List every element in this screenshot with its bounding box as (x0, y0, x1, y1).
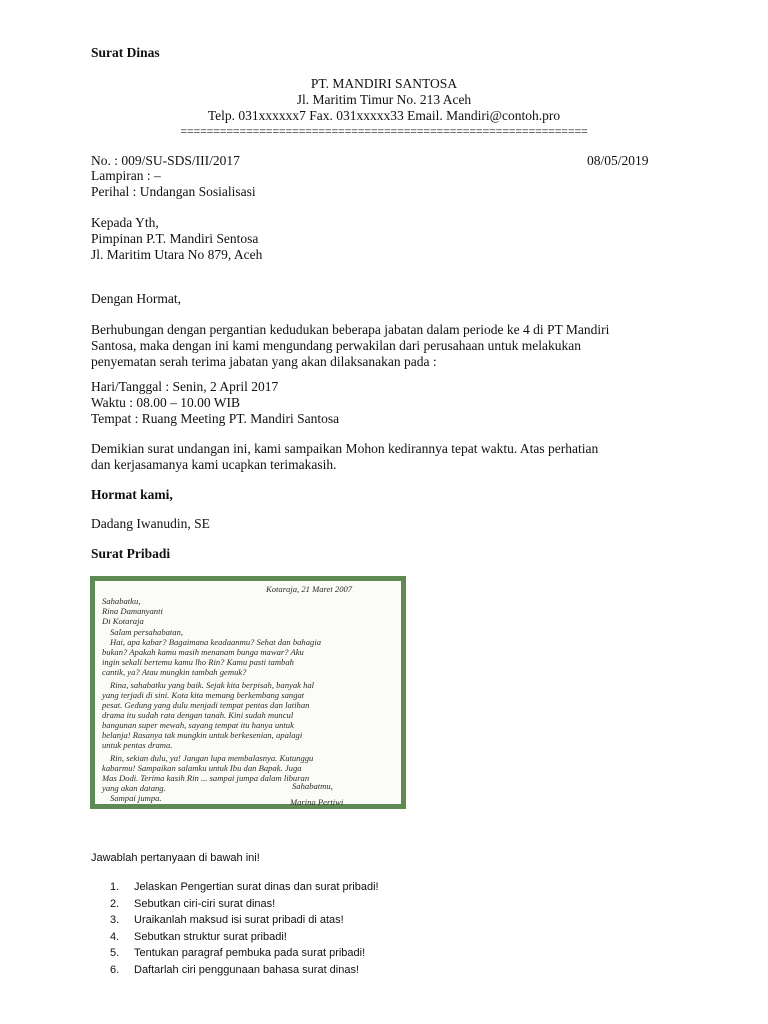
letter-line: yang akan datang. (102, 783, 166, 793)
question-item: 4. Sebutkan struktur surat pribadi! (110, 930, 287, 943)
letter-line: Mas Dodi. Terima kasih Rin ... sampai jumpa dalam liburan (102, 773, 310, 783)
letter-line: pesat. Gedung yang dulu menjadi tempat pentas dan latihan (102, 700, 310, 710)
letter-line: bangunan super mewah, sayang tempat itu hanya untuk (102, 720, 294, 730)
regards: Hormat kami, (91, 487, 173, 502)
letter-line: Rin, sekian dulu, ya! Jangan lupa membalasnya. Kutunggu (110, 753, 314, 763)
letter-line: drama itu sudah rata dengan tanah. Kini sudah muncul (102, 710, 294, 720)
recipient-block (91, 215, 661, 263)
letter-line: ingin sekali bertemu kamu lho Rin? Kamu pasti tambah (102, 657, 294, 667)
letter-subject: Perihal : Undangan Sosialisasi (91, 184, 256, 199)
questions-intro: Jawablah pertanyaan di bawah ini! (91, 852, 260, 864)
recipient-line: Kepada Yth, (91, 215, 159, 230)
letter-place-date: Kotaraja, 21 Maret 2007 (266, 584, 353, 594)
letter-line: Rina, sahabatku yang baik. Sejak kita berpisah, banyak hal (110, 680, 315, 690)
signer-name: Dadang Iwanudin, SE (91, 516, 210, 531)
letter-attachment: Lampiran : – (91, 168, 161, 183)
letter-line: kabarmu! Sampaikan salamku untuk Ibu dan Bapak. Juga (102, 763, 302, 773)
letter-line: untuk pentas drama. (102, 740, 173, 750)
company-address: Jl. Maritim Timur No. 213 Aceh (296, 92, 472, 107)
letter-closing: Sahabatmu, (292, 781, 333, 791)
event-line: Waktu : 08.00 – 10.00 WIB (91, 395, 241, 410)
letter-to-line: Sahabatku, (102, 596, 141, 606)
letter-date: 08/05/2019 (587, 153, 649, 168)
paragraph-line: Berhubungan dengan pergantian kedudukan beberapa jabatan dalam periode ke 4 di PT Mandiri (91, 322, 610, 337)
section-title-surat-pribadi: Surat Pribadi (91, 546, 171, 561)
paragraph-line: Santosa, maka dengan ini kami mengundang perwakilan dari perusahaan untuk melakukan (91, 338, 581, 353)
letterhead-separator: ============================================================== (180, 124, 588, 138)
event-line: Tempat : Ruang Meeting PT. Mandiri Santosa (91, 411, 340, 426)
letter-line: cantik, ya? Atau mungkin tambah gemuk? (102, 667, 247, 677)
letter-line: Salam persahabatan, (110, 627, 184, 637)
section-title-surat-dinas: Surat Dinas (91, 45, 160, 60)
recipient-line: Pimpinan P.T. Mandiri Sentosa (91, 231, 259, 246)
paragraph-line: dan kerjasamanya kami ucapkan terimakasih. (91, 457, 337, 472)
question-item: 1. Jelaskan Pengertian surat dinas dan surat pribadi! (110, 881, 379, 893)
company-contact: Telp. 031xxxxxx7 Fax. 031xxxxx33 Email. Mandiri@contoh.pro (207, 108, 561, 123)
greeting: Dengan Hormat, (91, 291, 181, 306)
letter-to-line: Di Kotaraja (102, 616, 144, 626)
letter-line: belanja! Rasanya tak mungkin untuk berkesenian, apalagi (102, 730, 303, 740)
paragraph-line: penyematan serah terima jabatan yang akan dilaksanakan pada : (91, 354, 437, 369)
letter-line: bukan? Apakah kamu masih menanam bunga mawar? Aku (102, 647, 304, 657)
questions-list (110, 879, 379, 978)
letter-line: yang terjadi di sini. Kota kita memang berkembang sangat (102, 690, 305, 700)
event-details (91, 379, 661, 427)
letter-line: Hai, apa kabar? Bagaimana keadaanmu? Sehat dan bahagia (110, 637, 322, 647)
body-paragraph (91, 322, 661, 370)
question-item: 6. Daftarlah ciri penggunaan bahasa surat dinas! (110, 963, 360, 976)
question-item: 3. Uraikanlah maksud isi surat pribadi di atas! (110, 914, 344, 926)
letter-line: Sampai jumpa. (110, 793, 162, 803)
event-line: Hari/Tanggal : Senin, 2 April 2017 (91, 379, 279, 394)
question-item: 2. Sebutkan ciri-ciri surat dinas! (110, 897, 276, 910)
company-name: PT. MANDIRI SANTOSA (310, 76, 458, 91)
letter-to-line: Rina Damanyanti (102, 606, 163, 616)
question-item: 5. Tentukan paragraf pembuka pada surat pribadi! (110, 947, 366, 959)
paragraph-line: Demikian surat undangan ini, kami sampaikan Mohon kedirannya tepat waktu. Atas perhatian (91, 441, 599, 456)
letter-number: No. : 009/SU-SDS/III/2017 (91, 153, 240, 168)
letter-sender: Marina Pertiwi (290, 797, 344, 807)
recipient-line: Jl. Maritim Utara No 879, Aceh (91, 247, 263, 262)
closing-paragraph (91, 441, 661, 473)
personal-letter-image (90, 576, 406, 809)
